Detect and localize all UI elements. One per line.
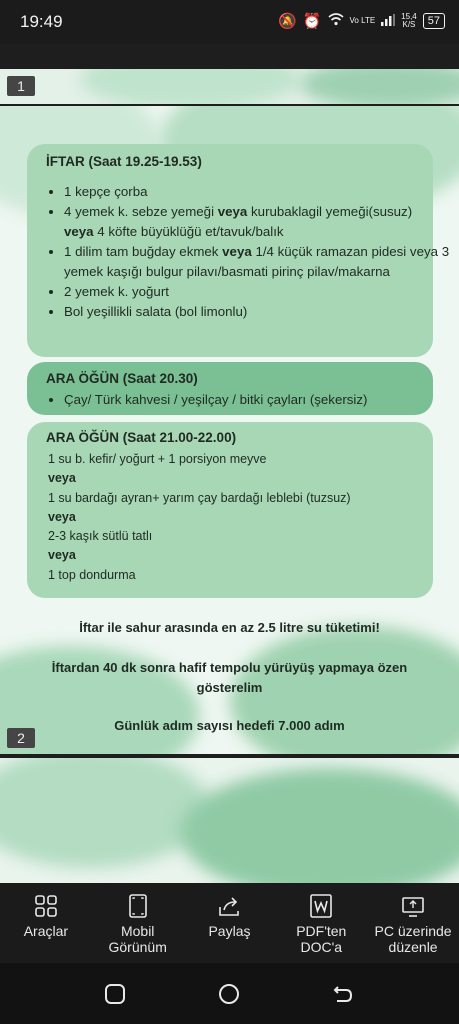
steps-note: Günlük adım sayısı hedefi 7.000 adım (114, 718, 345, 733)
snack2-card (27, 422, 433, 598)
list-item: • 1 kepçe çorba (64, 182, 454, 202)
status-icons (278, 12, 445, 30)
snack1-card (27, 362, 433, 415)
snack2-options (48, 450, 428, 585)
mobile-view-label: Mobil Görünüm (108, 923, 167, 955)
watercolor-decoration (0, 758, 210, 868)
tools-button[interactable] (0, 883, 92, 963)
snack2-title: ARA ÖĞÜN (Saat 21.00-22.00) (46, 430, 237, 445)
share-label: Paylaş (208, 923, 251, 939)
watercolor-decoration (80, 69, 300, 104)
iftar-title: İFTAR (Saat 19.25-19.53) (46, 154, 202, 169)
back-icon[interactable] (332, 983, 354, 1005)
word-doc-icon (308, 893, 334, 919)
watercolor-decoration (300, 69, 459, 104)
option-line: 1 su bardağı ayran+ yarım çay bardağı leblebi (tuzsuz) (48, 490, 351, 505)
share-icon (216, 893, 242, 919)
pdf-page-1 (0, 69, 459, 104)
pdf-page-2 (0, 106, 459, 754)
network-type: Vo LTE (349, 16, 376, 25)
status-bar (0, 0, 459, 44)
network-speed: 15,4 K/S (401, 12, 417, 29)
battery-indicator: 57 (423, 13, 445, 29)
snack1-title: ARA ÖĞÜN (Saat 20.30) (46, 371, 198, 386)
list-item: • Bol yeşillikli salata (bol limonlu) (64, 302, 454, 322)
option-separator: veya (48, 548, 76, 563)
list-item: • 1 dilim tam buğday ekmek veya 1/4 küçük ramazan pidesi veya 3 yemek kaşığı bulgur pilavı/basmati pirinç pilav/makarna (64, 242, 454, 282)
page-number-badge: 1 (7, 76, 35, 96)
signal-icon (381, 14, 395, 29)
home-icon[interactable] (218, 983, 240, 1005)
water-note: İftar ile sahur arasında en az 2.5 litre su tüketimi! (79, 620, 380, 635)
desktop-upload-icon (400, 893, 426, 919)
share-button[interactable] (184, 883, 276, 963)
edit-on-pc-label: PC üzerinde düzenle (374, 923, 452, 955)
walk-note-line1: İftardan 40 dk sonra hafif tempolu yürüyüş yapmaya özen (51, 660, 408, 675)
pdf-page-3 (0, 758, 459, 883)
list-item: • 4 yemek k. sebze yemeği veya kurubaklagil yemeği(susuz) veya 4 köfte büyüklüğü et/tavuk/balık (64, 202, 454, 242)
iftar-list (27, 182, 454, 322)
page-number-badge: 2 (7, 728, 35, 748)
mobile-view-button[interactable] (92, 883, 184, 963)
recent-apps-icon[interactable] (104, 983, 126, 1005)
status-time: 19:49 (20, 12, 63, 31)
iftar-card (27, 144, 450, 357)
option-line: 1 top dondurma (48, 567, 136, 582)
walk-note-line2: gösterelim (196, 680, 263, 695)
pdf-to-doc-label: PDF'ten DOC'a (296, 923, 347, 955)
wifi-icon (328, 13, 344, 30)
bottom-toolbar (0, 883, 459, 963)
system-nav-bar (0, 963, 459, 1024)
pdf-viewer[interactable] (0, 44, 459, 883)
mobile-view-icon (125, 893, 151, 919)
alarm-icon: ⏰ (302, 13, 322, 30)
option-line: 2-3 kaşık sütlü tatlı (48, 529, 153, 544)
tools-grid-icon (33, 893, 59, 919)
list-item: • Çay/ Türk kahvesi / yeşilçay / bitki çayları (şekersiz) (64, 390, 459, 410)
option-line: 1 su b. kefir/ yoğurt + 1 porsiyon meyve (48, 452, 267, 466)
mute-bell-icon: 🔕 (278, 13, 297, 30)
snack1-list (27, 390, 459, 410)
option-separator: veya (48, 471, 76, 486)
watercolor-decoration (180, 768, 459, 883)
edit-on-pc-button[interactable] (367, 883, 459, 963)
pdf-to-doc-button[interactable] (275, 883, 367, 963)
list-item: • 2 yemek k. yoğurt (64, 282, 454, 302)
option-separator: veya (48, 509, 76, 524)
tools-label: Araçlar (23, 923, 69, 939)
